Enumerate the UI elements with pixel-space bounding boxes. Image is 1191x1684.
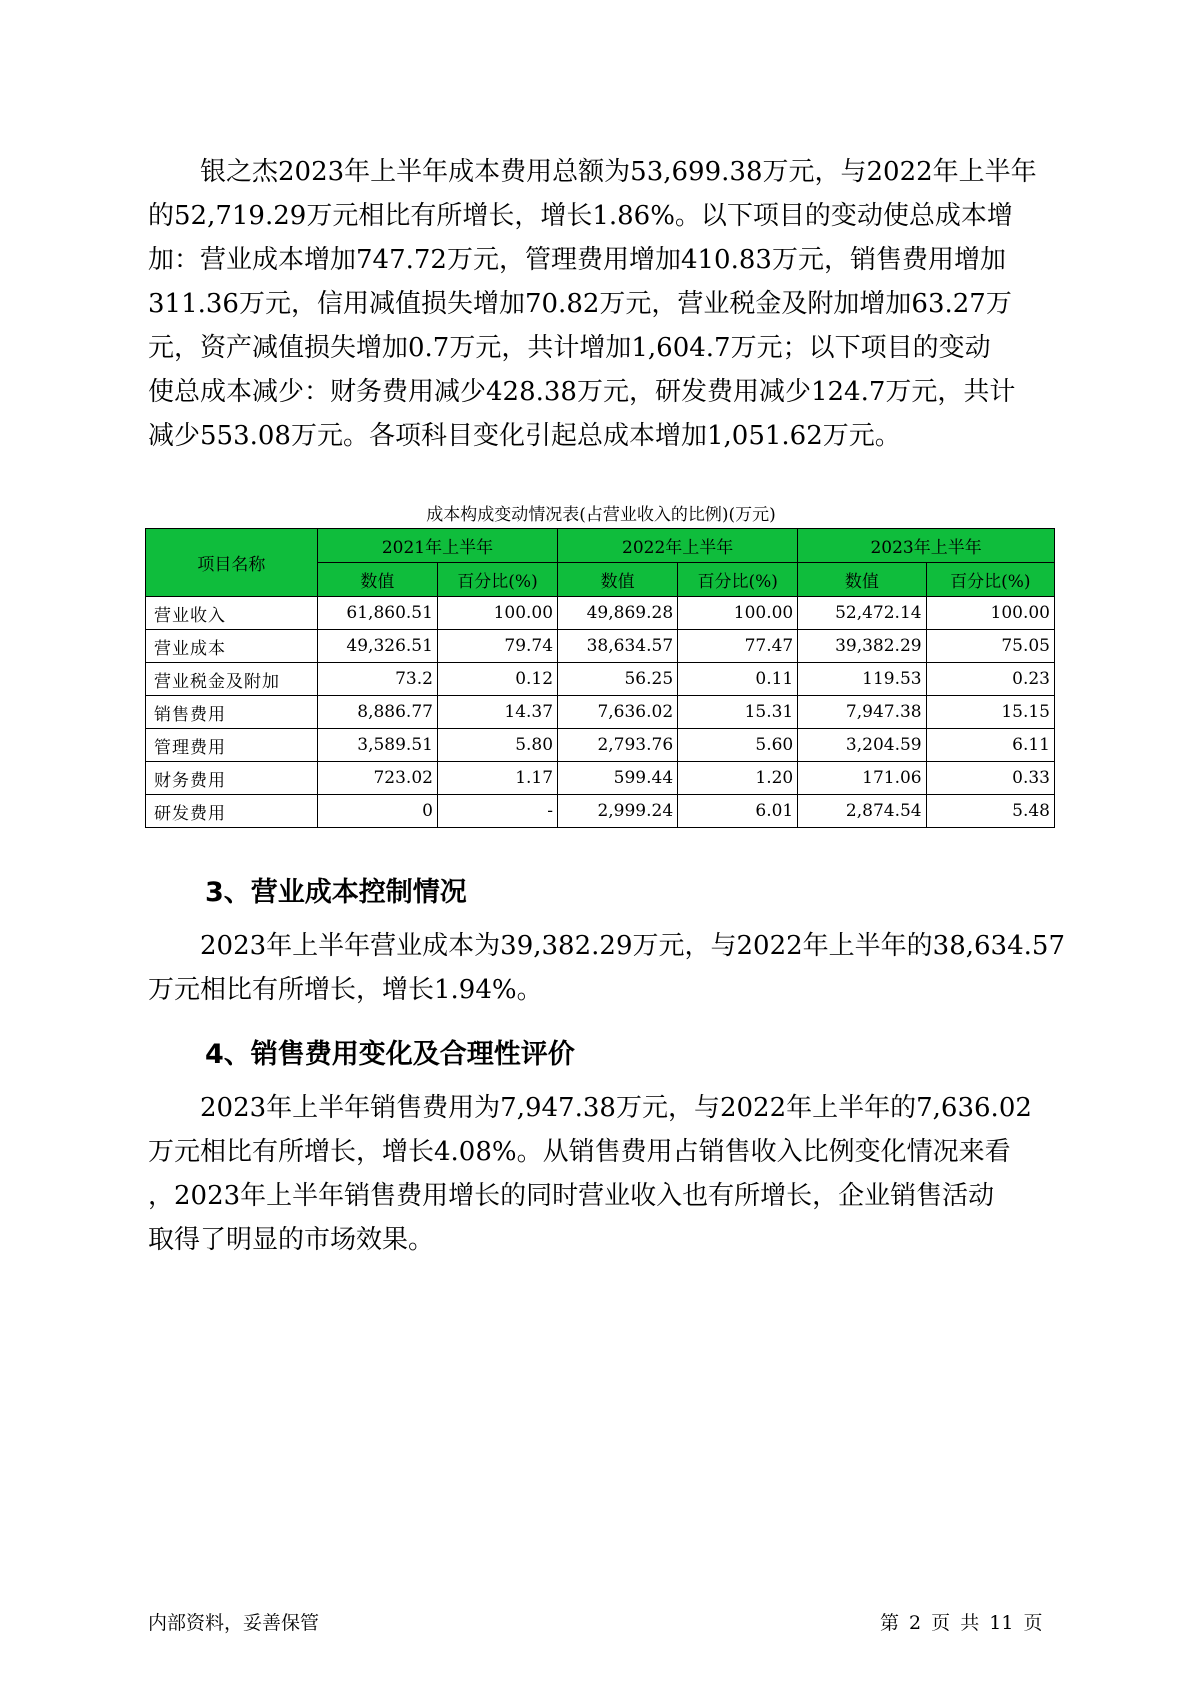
period-header-2023: 2023年上半年 (798, 529, 1055, 563)
value-header: 数值 (558, 563, 678, 597)
cell-value: 49,869.28 (558, 597, 678, 630)
cell-percent: 5.60 (678, 729, 798, 762)
period-header-2022: 2022年上半年 (558, 529, 798, 563)
cell-percent: 6.11 (926, 729, 1054, 762)
percent-header: 百分比(%) (678, 563, 798, 597)
cell-value: 3,589.51 (317, 729, 437, 762)
paragraph-line: 元，资产减值损失增加0.7万元，共计增加1,604.7万元；以下项目的变动 (148, 333, 991, 363)
cell-value: 2,999.24 (558, 795, 678, 828)
value-header: 数值 (317, 563, 437, 597)
cell-percent: 75.05 (926, 630, 1054, 663)
cell-percent: 1.20 (678, 762, 798, 795)
sales-expense-paragraph (148, 1086, 1066, 1262)
cell-value: 8,886.77 (317, 696, 437, 729)
cell-percent: 15.15 (926, 696, 1054, 729)
paragraph-line: 万元相比有所增长，增长4.08%。从销售费用占销售收入比例变化情况来看 (148, 1137, 1011, 1167)
cell-value: 39,382.29 (798, 630, 926, 663)
cell-percent: - (437, 795, 557, 828)
table-caption: 成本构成变动情况表(占营业收入的比例)(万元) (426, 505, 776, 525)
percent-header: 百分比(%) (437, 563, 557, 597)
table-row (146, 630, 1055, 663)
table-row (146, 663, 1055, 696)
table-row (146, 597, 1055, 630)
table-row (146, 696, 1055, 729)
footer-page-number: 第 2 页 共 11 页 (880, 1612, 1043, 1634)
cell-value: 56.25 (558, 663, 678, 696)
cell-percent: 0.23 (926, 663, 1054, 696)
cell-value: 52,472.14 (798, 597, 926, 630)
row-label: 营业成本 (146, 630, 318, 663)
paragraph-line: 使总成本减少：财务费用减少428.38万元，研发费用减少124.7万元，共计 (148, 377, 1016, 407)
cell-value: 119.53 (798, 663, 926, 696)
cell-value: 7,947.38 (798, 696, 926, 729)
cell-value: 599.44 (558, 762, 678, 795)
cell-value: 723.02 (317, 762, 437, 795)
cell-value: 3,204.59 (798, 729, 926, 762)
row-label: 营业收入 (146, 597, 318, 630)
table-row (146, 795, 1055, 828)
cell-percent: 0.11 (678, 663, 798, 696)
cost-structure-table (145, 528, 1055, 828)
cell-value: 61,860.51 (317, 597, 437, 630)
cell-value: 0 (317, 795, 437, 828)
cell-percent: 1.17 (437, 762, 557, 795)
paragraph-line: 的52,719.29万元相比有所增长，增长1.86%。以下项目的变动使总成本增 (148, 201, 1013, 231)
cell-percent: 5.48 (926, 795, 1054, 828)
paragraph-line: 银之杰2023年上半年成本费用总额为53,699.38万元，与2022年上半年 (200, 157, 1037, 187)
cell-percent: 100.00 (437, 597, 557, 630)
table-row (146, 729, 1055, 762)
item-name-header: 项目名称 (146, 529, 318, 597)
row-label: 营业税金及附加 (146, 663, 318, 696)
percent-header: 百分比(%) (926, 563, 1054, 597)
paragraph-line: ，2023年上半年销售费用增长的同时营业收入也有所增长，企业销售活动 (148, 1181, 995, 1211)
row-label: 管理费用 (146, 729, 318, 762)
section-heading-sales-expense: 4、销售费用变化及合理性评价 (205, 1039, 575, 1070)
paragraph-line: 加：营业成本增加747.72万元，管理费用增加410.83万元，销售费用增加 (148, 245, 1006, 275)
cell-percent: 77.47 (678, 630, 798, 663)
intro-paragraph (148, 150, 1066, 458)
row-label: 财务费用 (146, 762, 318, 795)
cell-value: 171.06 (798, 762, 926, 795)
cell-value: 2,874.54 (798, 795, 926, 828)
period-header-2021: 2021年上半年 (317, 529, 557, 563)
paragraph-line: 取得了明显的市场效果。 (148, 1225, 435, 1255)
footer-confidential-note: 内部资料，妥善保管 (148, 1612, 320, 1634)
section-heading-operating-cost: 3、营业成本控制情况 (205, 877, 467, 908)
cell-value: 49,326.51 (317, 630, 437, 663)
cell-percent: 0.12 (437, 663, 557, 696)
row-label: 销售费用 (146, 696, 318, 729)
paragraph-line: 2023年上半年营业成本为39,382.29万元，与2022年上半年的38,634.57 (200, 931, 1065, 961)
row-label: 研发费用 (146, 795, 318, 828)
cell-percent: 15.31 (678, 696, 798, 729)
cell-value: 2,793.76 (558, 729, 678, 762)
paragraph-line: 311.36万元，信用减值损失增加70.82万元，营业税金及附加增加63.27万 (148, 289, 1012, 319)
cell-percent: 6.01 (678, 795, 798, 828)
operating-cost-paragraph (148, 924, 1066, 1012)
cell-percent: 100.00 (926, 597, 1054, 630)
cell-value: 7,636.02 (558, 696, 678, 729)
cell-percent: 0.33 (926, 762, 1054, 795)
cell-percent: 79.74 (437, 630, 557, 663)
paragraph-line: 2023年上半年销售费用为7,947.38万元，与2022年上半年的7,636.02 (200, 1093, 1032, 1123)
cell-percent: 100.00 (678, 597, 798, 630)
paragraph-line: 万元相比有所增长，增长1.94%。 (148, 975, 543, 1005)
cell-percent: 14.37 (437, 696, 557, 729)
paragraph-line: 减少553.08万元。各项科目变化引起总成本增加1,051.62万元。 (148, 421, 901, 451)
table-row (146, 762, 1055, 795)
cell-percent: 5.80 (437, 729, 557, 762)
cell-value: 73.2 (317, 663, 437, 696)
cell-value: 38,634.57 (558, 630, 678, 663)
value-header: 数值 (798, 563, 926, 597)
